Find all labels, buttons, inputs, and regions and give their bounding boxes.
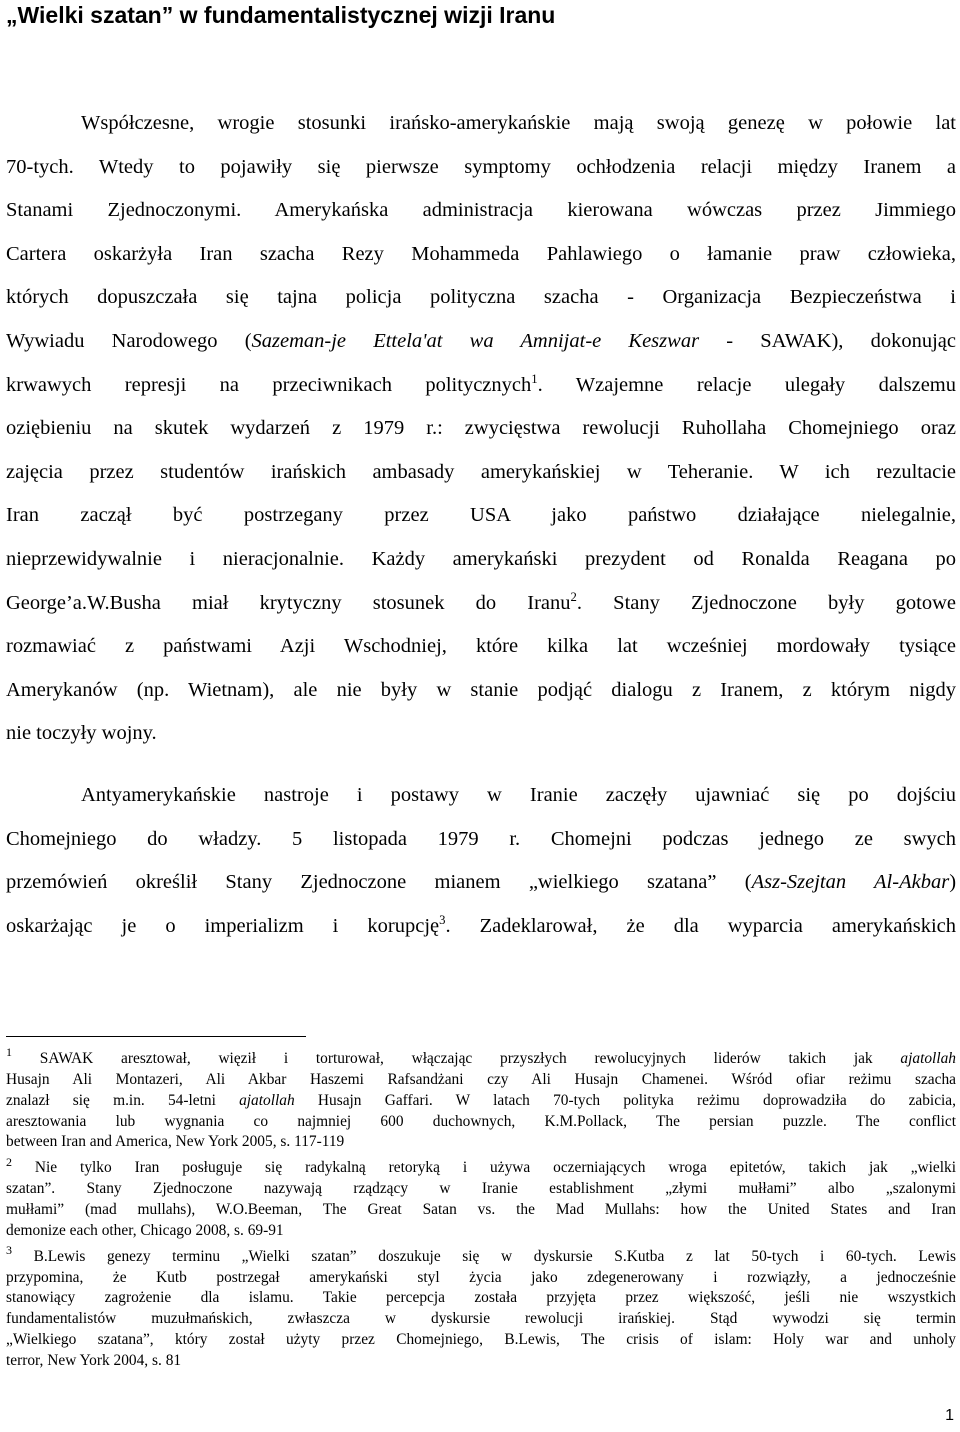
text-line xyxy=(6,582,956,626)
text-segment: ) xyxy=(949,871,957,894)
text-segment: . Wzajemne relacje ulegały dalszemu xyxy=(537,373,956,396)
text-line: Stanami Zjednoczonymi. Amerykańska administracja kierowana wówczas przez Jimmiego xyxy=(6,199,956,222)
footnote-number: 1 xyxy=(6,1045,12,1060)
text-segment: znalazł się m.in. 54-letni xyxy=(6,1091,240,1109)
footnote-line: demonize each other, Chicago 2008, s. 69-91 xyxy=(6,1221,284,1239)
text-line: Współczesne, wrogie stosunki irańsko-amerykańskie mają swoją genezę w połowie lat xyxy=(81,112,956,134)
footnote-line: aresztowania lub wygnania co najmniej 600 duchownych, K.M.Pollack, The persian puzzle. The conflict xyxy=(6,1112,956,1130)
footnote-2 xyxy=(6,1153,956,1241)
italic-term: ajatollah xyxy=(239,1091,295,1109)
text-line xyxy=(6,320,956,364)
footnote-line: „Wielkiego szatana”, który został użyty przez Chomejniego, B.Lewis, The crisis of islam: Holy war and unholy xyxy=(6,1330,956,1348)
page-number: 1 xyxy=(945,1407,954,1424)
footnote-line: stanowiący zagrożenie dla islamu. Takie percepcja została przyjęta przez większość, jeśli nie wszystkich xyxy=(6,1289,956,1307)
text-line: nie toczyły wojny. xyxy=(6,722,157,745)
text-line: zajęcia przez studentów irańskich ambasady amerykańskiej w Teheranie. W ich rezultacie xyxy=(6,460,956,483)
text-line: Iran zaczął być postrzegany przez USA jako państwo działające nielegalnie, xyxy=(6,504,956,527)
paragraph-2 xyxy=(6,774,956,948)
footnote-ref-2: 2 xyxy=(570,589,577,604)
text-segment: B.Lewis genezy terminu „Wielki szatan” doszukuje się w dyskursie S.Kutba z lat 50-tych i 60-tych. Lewis xyxy=(12,1247,956,1265)
paragraph-1 xyxy=(6,102,956,756)
footnotes xyxy=(6,1044,956,1372)
text-segment: George’a.W.Busha miał krytyczny stosunek do Iranu xyxy=(6,591,571,614)
italic-term: Sazeman-je Ettela'at wa Amnijat-e Keszwar xyxy=(251,329,700,352)
footnote-line: mułłami” (mad mullahs), W.O.Beeman, The Great Satan vs. the Mad Mullahs: how the United States and Iran xyxy=(6,1200,956,1218)
text-segment: . Stany Zjednoczone były gotowe xyxy=(576,591,957,614)
text-line: Cartera oskarżyła Iran szacha Rezy Mohammeda Pahlawiego o łamanie praw człowieka, xyxy=(6,242,956,265)
text-line: oziębieniu na skutek wydarzeń z 1979 r.: zwycięstwa rewolucji Ruhollaha Chomejniego oraz xyxy=(6,417,956,440)
footnote-3 xyxy=(6,1242,956,1372)
footnote-separator xyxy=(6,1036,306,1037)
text-line xyxy=(6,905,956,949)
footnote-ref-3: 3 xyxy=(439,913,446,928)
text-segment: Nie tylko Iran posługuje się radykalną retoryką i używa oczerniających wroga epitetów, takich jak „wielki xyxy=(12,1159,956,1177)
text-line xyxy=(6,364,956,408)
footnote-line: przypomina, że Kutb postrzegał amerykański styl życia jako zdegenerowany i rozwiązły, a jednocześnie xyxy=(6,1268,956,1286)
footnote-line xyxy=(6,1242,956,1268)
footnote-line: fundamentalistów muzułmańskich, zwłaszcza w dyskursie rewolucji irańskiej. Stąd wywodzi się termin xyxy=(6,1310,956,1328)
footnote-ref-1: 1 xyxy=(531,371,538,386)
text-segment: SAWAK aresztował, więził i torturował, włączając przyszłych rewolucyjnych liderów takich jak xyxy=(12,1050,901,1067)
text-line: nieprzewidywalnie i nieracjonalnie. Każdy amerykański prezydent od Ronalda Reagana po xyxy=(6,547,956,570)
italic-term: ajatollah xyxy=(900,1050,956,1067)
text-segment: krwawych represji na przeciwnikach politycznych xyxy=(6,373,532,396)
footnote-line: Husajn Ali Montazeri, Ali Akbar Haszemi Rafsandżani czy Ali Husajn Chamenei. Wśród ofiar reżimu szacha xyxy=(6,1071,956,1088)
text-segment: przemówień określił Stany Zjednoczone mianem „wielkiego szatana” ( xyxy=(6,871,752,894)
footnote-line: szatan”. Stany Zjednoczone nazywają rządzący w Iranie establishment „złymi mułłami” albo „szalonymi xyxy=(6,1180,956,1198)
footnote-line xyxy=(6,1153,956,1179)
italic-term: Asz-Szejtan Al-Akbar xyxy=(751,871,950,894)
text-line: Antyamerykańskie nastroje i postawy w Iranie zaczęły ujawniać się po dojściu xyxy=(81,784,956,806)
text-line: Chomejniego do władzy. 5 listopada 1979 r. Chomejni podczas jednego ze swych xyxy=(6,827,956,850)
footnote-line xyxy=(6,1091,956,1112)
footnote-number: 2 xyxy=(6,1154,12,1169)
text-segment: - SAWAK), dokonując xyxy=(699,329,956,352)
text-line: rozmawiać z państwami Azji Wschodniej, które kilka lat wcześniej mordowały tysiące xyxy=(6,635,956,658)
document-title: „Wielki szatan” w fundamentalistycznej wizji Iranu xyxy=(6,2,556,28)
text-segment: Husajn Gaffari. W latach 70-tych polityka reżimu doprowadziła do zabicia, xyxy=(294,1091,956,1109)
text-line: Amerykanów (np. Wietnam), ale nie były w stanie podjąć dialogu z Iranem, z którym nigdy xyxy=(6,678,956,701)
text-segment: Wywiadu Narodowego ( xyxy=(6,329,252,352)
text-segment: . Zadeklarował, że dla wyparcia amerykańskich xyxy=(445,914,956,937)
footnote-number: 3 xyxy=(6,1242,12,1257)
footnote-line: terror, New York 2004, s. 81 xyxy=(6,1351,182,1369)
footnote-line: between Iran and America, New York 2005, s. 117-119 xyxy=(6,1133,345,1151)
footnote-line xyxy=(6,1044,956,1070)
footnote-1 xyxy=(6,1044,956,1153)
text-line xyxy=(6,861,956,905)
text-line: 70-tych. Wtedy to pojawiły się pierwsze symptomy ochłodzenia relacji między Iranem a xyxy=(6,155,956,178)
text-segment: oskarżając je o imperializm i korupcję xyxy=(6,914,440,937)
text-line: których dopuszczała się tajna policja polityczna szacha - Organizacja Bezpieczeństwa i xyxy=(6,286,956,309)
